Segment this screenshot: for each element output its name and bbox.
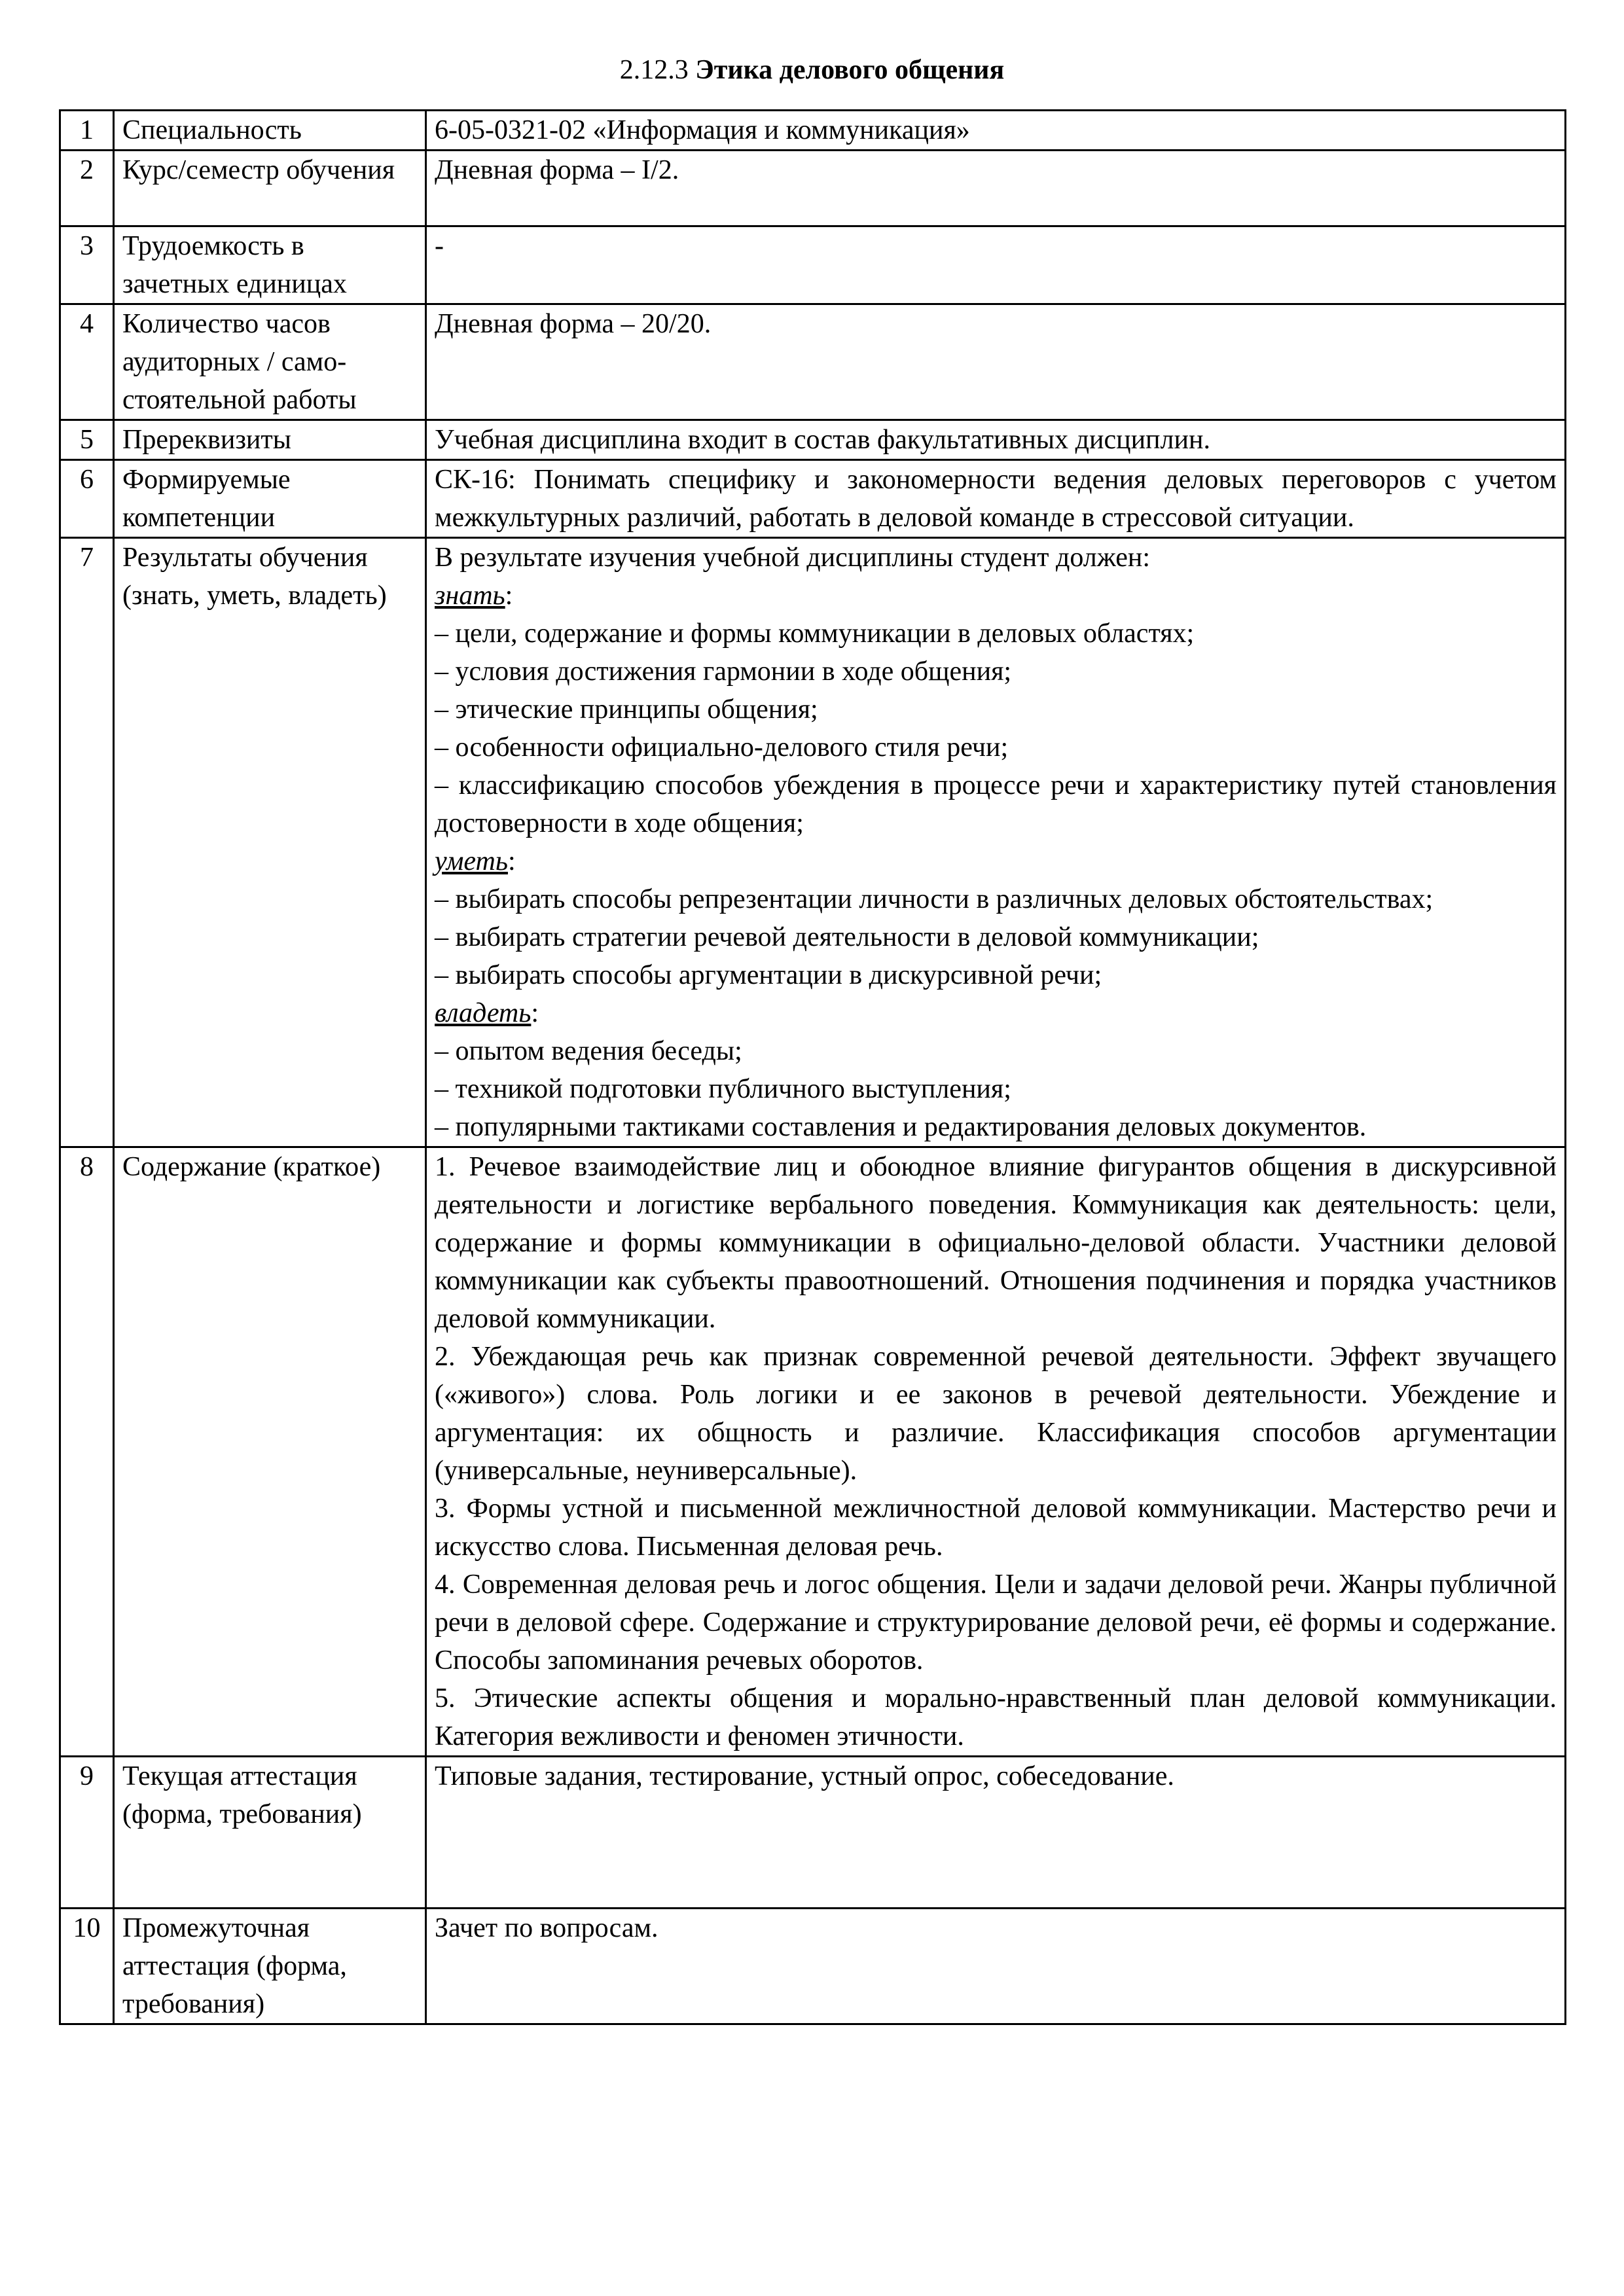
list-item: – условия достижения гармонии в ходе общения; (435, 656, 1012, 687)
know-heading: знать: (435, 581, 513, 611)
outcomes-intro: В результате изучения учебной дисциплины студент должен: (435, 543, 1150, 573)
table-row (60, 226, 1566, 304)
row-number: 4 (60, 304, 114, 420)
table-row (60, 111, 1566, 151)
content-paragraph: 1. Речевое взаимодействие лиц и обоюдное влияние фигурантов общения в дискурсивной деятельности и логистике вербального поведения. Коммуникация как деятельность: цели, содержание и формы коммуникации в официально-деловой области. Участники деловой коммуникации как субъекты правоотношений. Отношения подчинения и порядка участников деловой коммуникации. (435, 1152, 1557, 1334)
row-number: 7 (60, 538, 114, 1147)
table-row (60, 1147, 1566, 1757)
table-row (60, 1909, 1566, 2024)
content-paragraph: 3. Формы устной и письменной межличностной деловой коммуникации. Мастерство речи и искусство слова. Письменная деловая речь. (435, 1494, 1557, 1562)
row-value: 6-05-0321-02 «Информация и коммуникация» (426, 111, 1566, 151)
content-paragraph: 4. Современная деловая речь и логос общения. Цели и задачи деловой речи. Жанры публичной речи в деловой сфере. Содержание и структурирование деловой речи, её формы и содержание. Способы запоминания речевых оборотов. (435, 1570, 1557, 1676)
table-row (60, 151, 1566, 226)
table-row (60, 538, 1566, 1147)
list-item: – этические принципы общения; (435, 694, 818, 725)
can-label: уметь (435, 846, 508, 876)
row-label: Количество часов аудиторных / само-стоятельной работы (114, 304, 426, 420)
learning-outcomes (426, 538, 1566, 1147)
row-label: Формируемые компетенции (114, 460, 426, 538)
row-value: Учебная дисциплина входит в состав факультативных дисциплин. (426, 420, 1566, 460)
row-label: Содержание (краткое) (114, 1147, 426, 1757)
row-number: 8 (60, 1147, 114, 1757)
row-label: Специальность (114, 111, 426, 151)
row-number: 9 (60, 1757, 114, 1909)
row-label: Результаты обучения (знать, уметь, владеть) (114, 538, 426, 1147)
table-row (60, 304, 1566, 420)
list-item: – цели, содержание и формы коммуникации в деловых областях; (435, 619, 1195, 649)
list-item: – выбирать способы репрезентации личности в различных деловых обстоятельствах; (435, 884, 1434, 914)
list-item: – выбирать способы аргументации в дискурсивной речи; (435, 960, 1102, 990)
list-item: – популярными тактиками составления и редактирования деловых документов. (435, 1112, 1367, 1142)
title-text: Этика делового общения (695, 55, 1005, 85)
row-number: 10 (60, 1909, 114, 2024)
row-number: 2 (60, 151, 114, 226)
know-label: знать (435, 581, 505, 611)
list-item: – выбирать стратегии речевой деятельности в деловой коммуникации; (435, 922, 1259, 952)
document-title (0, 52, 1624, 88)
list-item: – техникой подготовки публичного выступления; (435, 1074, 1011, 1104)
row-value: Типовые задания, тестирование, устный опрос, собеседование. (426, 1757, 1566, 1909)
list-item: – классификацию способов убеждения в процессе речи и характеристику путей становления достоверности в ходе общения; (435, 770, 1557, 838)
content-paragraph: 5. Этические аспекты общения и морально-нравственный план деловой коммуникации. Категория вежливости и феномен этичности. (435, 1683, 1557, 1751)
row-number: 1 (60, 111, 114, 151)
row-value: Дневная форма – I/2. (426, 151, 1566, 226)
row-number: 6 (60, 460, 114, 538)
own-label: владеть (435, 998, 532, 1028)
content-paragraph: 2. Убеждающая речь как признак современной речевой деятельности. Эффект звучащего («живого») слова. Роль логики и ее законов в речевой деятельности. Убеждение и аргументация: их общность и различие. Классификация способов аргументации (универсальные, неуниверсальные). (435, 1342, 1557, 1486)
row-label: Трудоемкость в зачетных единицах (114, 226, 426, 304)
row-value: Дневная форма – 20/20. (426, 304, 1566, 420)
row-value: Зачет по вопросам. (426, 1909, 1566, 2024)
row-label: Пререквизиты (114, 420, 426, 460)
can-heading: уметь: (435, 846, 516, 876)
row-label: Курс/семестр обучения (114, 151, 426, 226)
course-content (426, 1147, 1566, 1757)
own-heading: владеть: (435, 998, 539, 1028)
table-row (60, 460, 1566, 538)
table-row (60, 420, 1566, 460)
row-label: Промежуточная аттестация (форма, требования) (114, 1909, 426, 2024)
row-label: Текущая аттестация (форма, требования) (114, 1757, 426, 1909)
discipline-table (59, 109, 1566, 2025)
row-number: 5 (60, 420, 114, 460)
row-value: СК-16: Понимать специфику и закономерности ведения деловых переговоров с учетом межкультурных различий, работать в деловой команде в стрессовой ситуации. (426, 460, 1566, 538)
row-number: 3 (60, 226, 114, 304)
title-number: 2.12.3 (619, 55, 696, 85)
list-item: – опытом ведения беседы; (435, 1036, 742, 1066)
row-value: - (426, 226, 1566, 304)
table-row (60, 1757, 1566, 1909)
list-item: – особенности официально-делового стиля речи; (435, 732, 1009, 762)
